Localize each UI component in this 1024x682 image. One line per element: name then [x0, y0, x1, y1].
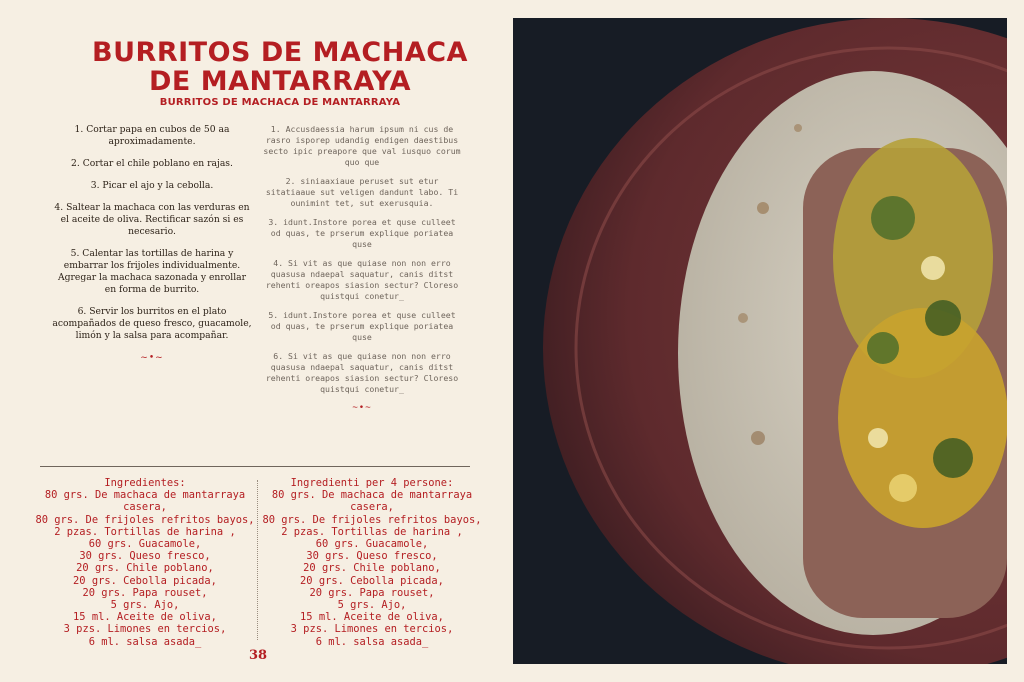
ingredient-it-item: 20 grs. Papa rouset,	[309, 586, 435, 599]
poblano-strip	[933, 438, 973, 478]
poblano-strip	[867, 332, 899, 364]
ingredient-es-item: 80 grs. De frijoles refritos bayos,	[35, 513, 255, 526]
tortilla-char-spot	[738, 313, 748, 323]
poblano-strip	[925, 300, 961, 336]
ingredient-es-item: casera,	[123, 501, 167, 514]
step-it-2: 2. siniaaxiaue peruset sut etur sitatiaaue sut veligen dandunt labo. Ti ounimint tet, sut exerusquia.	[265, 176, 459, 208]
page-number: 38	[248, 648, 268, 663]
ingredient-es-item: 80 grs. De machaca de mantarraya	[44, 489, 246, 502]
recipe-title-line2: DE MANTARRAYA	[148, 66, 412, 97]
step-es-3: 3. Picar el ajo y la cebolla.	[90, 180, 214, 191]
ingredient-es-item: 30 grs. Queso fresco,	[79, 550, 211, 563]
tortilla-char-spot	[794, 124, 802, 132]
step-es-6: 6. Servir los burritos en el plato acompañados de queso fresco, guacamole, limón y la salsa para acompañar.	[52, 306, 252, 341]
ingredient-es-heading: Ingredientes:	[104, 477, 186, 489]
ingredient-es-item: 5 grs. Ajo,	[110, 599, 180, 612]
step-it-4: 4. Si vit as que quiase non non erro quasusa ndaepal saquatur, canis ditst rehenti oreapos siasion sectur? Cloreso quistqui conetur_	[265, 258, 459, 301]
ingredient-it-item: 60 grs. Guacamole,	[315, 538, 429, 551]
step-it-3: 3. idunt.Instore porea et quse culleet od quas, te prserum explique poriatea quse	[268, 217, 456, 249]
ingredient-it-item: 2 pzas. Tortillas de harina ,	[281, 525, 463, 538]
poblano-strip	[871, 196, 915, 240]
ingredient-it-item: 3 pzs. Limones en tercios,	[290, 623, 454, 636]
burrito-illustration	[513, 18, 1007, 664]
ingredient-it-item: casera,	[350, 501, 394, 514]
ingredient-it-item: 20 grs. Chile poblano,	[303, 562, 441, 575]
step-it-5: 5. idunt.Instore porea et quse culleet od quas, te prserum explique poriatea quse	[268, 310, 456, 342]
ingredient-es-item: 60 grs. Guacamole,	[88, 538, 202, 551]
step-es-1: 1. Cortar papa en cubos de 50 aa aproximadamente.	[74, 124, 230, 147]
potato-cube	[889, 474, 917, 502]
ingredient-es-item: 20 grs. Cebolla picada,	[73, 574, 217, 587]
ingredient-it-item: 5 grs. Ajo,	[337, 599, 407, 612]
recipe-subtitle: BURRITOS DE MACHACA DE MANTARRAYA	[159, 97, 401, 108]
step-it-1: 1. Accusdaessia harum ipsum ni cus de rasro isporep udandig endigen daestibus secto ipic preapore que val iusquo corum quo que	[263, 124, 461, 167]
ingredient-it-item: 80 grs. De machaca de mantarraya	[271, 489, 473, 502]
step-it-6: 6. Si vit as que quiase non non erro quasusa ndaepal saquatur, canis ditst rehenti oreapos siasion sectur? Cloreso quistqui conetur_	[265, 351, 459, 394]
burrito-photo	[513, 18, 1007, 664]
ingredients-italian	[257, 477, 487, 648]
ingredient-it-item: 20 grs. Cebolla picada,	[300, 574, 444, 587]
tortilla-char-spot	[751, 431, 765, 445]
ornament-es: ~•~	[140, 353, 164, 363]
ornament-it: ~•~	[352, 403, 372, 413]
onion-piece	[921, 256, 945, 280]
ingredient-it-item: 6 ml. salsa asada_	[315, 635, 429, 648]
ingredient-es-item: 6 ml. salsa asada_	[88, 635, 202, 648]
steps-italian	[262, 124, 462, 422]
ingredient-it-item: 80 grs. De frijoles refritos bayos,	[262, 513, 482, 526]
ingredient-it-item: 15 ml. Aceite de oliva,	[300, 611, 444, 624]
section-divider	[40, 466, 470, 467]
recipe-title-line1: BURRITOS DE MACHACA	[92, 37, 468, 68]
ingredient-es-item: 3 pzs. Limones en tercios,	[63, 623, 227, 636]
ingredient-it-item: 30 grs. Queso fresco,	[306, 550, 438, 563]
ingredient-es-item: 2 pzas. Tortillas de harina ,	[54, 525, 236, 538]
tortilla-char-spot	[757, 202, 769, 214]
onion-piece	[868, 428, 888, 448]
machaca-filling	[838, 308, 1007, 528]
steps-spanish	[52, 124, 252, 374]
ingredient-it-heading: Ingredienti per 4 persone:	[290, 477, 454, 489]
ingredient-es-item: 15 ml. Aceite de oliva,	[73, 611, 217, 624]
step-es-4: 4. Saltear la machaca con las verduras en el aceite de oliva. Rectificar sazón si es necesario.	[54, 202, 250, 237]
recipe-title	[60, 38, 500, 96]
ingredient-es-item: 20 grs. Chile poblano,	[76, 562, 214, 575]
ingredient-es-item: 20 grs. Papa rouset,	[82, 586, 208, 599]
step-es-5: 5. Calentar las tortillas de harina y embarrar los frijoles individualmente. Agregar la machaca sazonada y enrollar en forma de burrito.	[58, 248, 246, 295]
step-es-2: 2. Cortar el chile poblano en rajas.	[71, 158, 233, 169]
ingredients-spanish	[30, 477, 260, 648]
